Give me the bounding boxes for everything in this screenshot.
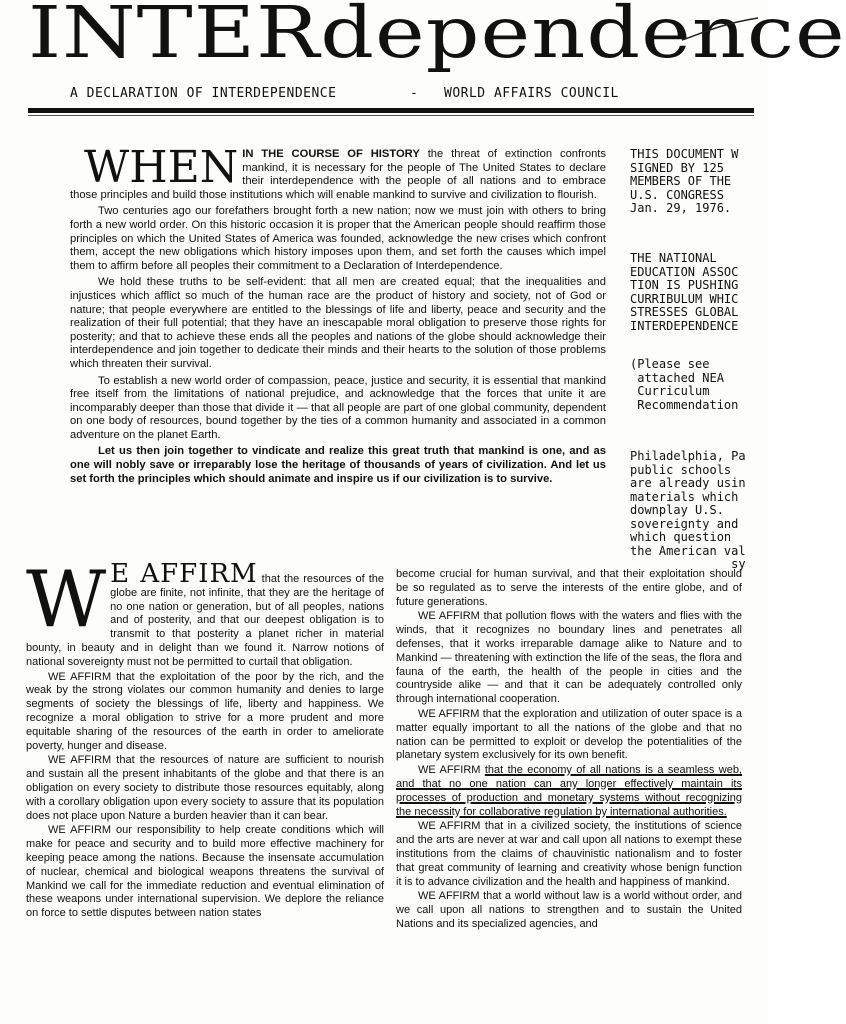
affirm-right-column bbox=[396, 568, 742, 933]
affirm-left-column bbox=[26, 555, 384, 922]
affirm-paragraph: WE AFFIRM that the resources of nature are sufficient to nourish and sustain all the present inhabitants of the globe and that there is an obligation on every society to distribute those resources equitably, along with a corollary obligation upon every society to assure that its population does not place upon Nature a burden heavier than it can bear. bbox=[26, 754, 384, 822]
affirm-heading: E AFFIRM bbox=[110, 559, 258, 589]
sidenote-philadelphia: Philadelphia, Pa public schools are already usin materials which downplay U.S. sovereignty and which question the American val sy bbox=[630, 449, 746, 571]
affirm-paragraph: WE AFFIRM our responsibility to help create conditions which will make for peace and security and to build more effective machinery for keeping peace among the nations. Because the insensate accumulation of nuclear, chemical and biological weapons threatens the survival of Mankind we call for the immediate reduction and eventual elimination of these weapons under international supervision. We deplore the reliance on force to settle disputes between nation states bbox=[26, 824, 384, 920]
intro-lead-text: the threat of extinction confronts mankind, it is necessary for the people of The United States to declare their interdependence with the people of all nations and to embrace those principles and build those institutions which will enable mankind to survive and civilization to flourish. bbox=[70, 148, 606, 201]
affirm-paragraph: WE AFFIRM that in a civilized society, the institutions of science and the arts are never at war and call upon all nations to exempt these institutions from the claims of chauvinistic nationalism and to foster that great community of learning and creativity whose benign function it is to advance civilization and the health and happiness of mankind. bbox=[396, 820, 742, 888]
underlined-passage: that the economy of all nations is a seamless web, and that no one nation can any longer effectively maintain its processes of production and monetary systems without recognizing the necessity for collaborative regulation by international authorities. bbox=[396, 764, 742, 818]
sidenote-signed-by-congress: THIS DOCUMENT W SIGNED BY 125 MEMBERS OF THE U.S. CONGRESS Jan. 29, 1976. bbox=[630, 147, 739, 215]
subtitle-declaration: A DECLARATION OF INTERDEPENDENCE bbox=[70, 86, 337, 101]
affirm-continued: become crucial for human survival, and that their exploitation should be so regulated as to serve the interests of the entire globe, and of future generations. bbox=[396, 568, 742, 608]
affirm-economy-paragraph bbox=[396, 764, 742, 819]
intro-paragraph: Two centuries ago our forefathers brought forth a new nation; now we must join with others to bring forth a new world order. On this historic occasion it is proper that the American people should reaffirm those principles on which the United States of America was founded, acknowledge the new crises which confront them, accept the new obligations which history imposes upon them, and set forth the causes which impel them to affirm before all peoples their commitment to a Declaration of Interdependence. bbox=[70, 205, 606, 272]
affirm-economy-prefix: WE AFFIRM bbox=[418, 764, 485, 777]
affirm-paragraph: WE AFFIRM that the exploration and utilization of outer space is a matter equally important to all the nations of the globe and that no nation can be permitted to exploit or develop the potentialities of the planetary system exclusively for its own benefit. bbox=[396, 707, 742, 762]
masthead-title: INTERdependence bbox=[28, 0, 846, 74]
affirm-paragraph: WE AFFIRM that a world without law is a world without order, and we call upon all nations to strengthen and to sustain the United Nations and its specialized agencies, and bbox=[396, 890, 742, 930]
subtitle-separator: - bbox=[410, 86, 418, 101]
intro-section bbox=[70, 142, 606, 489]
subtitle-council: WORLD AFFAIRS COUNCIL bbox=[444, 86, 619, 101]
header-rule bbox=[28, 108, 754, 113]
dropcap-when: WHEN bbox=[84, 142, 239, 193]
intro-paragraph: We hold these truths to be self-evident: that all men are created equal; that the inequalities and injustices which afflict so much of the human race are the product of history and society, not of God or nature; that people everywhere are entitled to the blessings of life and liberty, peace and security and the realization of their full potential; that they have an inescapable moral obligation to preserve those rights for posterity; and that to achieve these ends all the peoples and nations of the globe should acknowledge their interdependence and join together to dedicate their minds and their hearts to the solution of those problems which threaten their survival. bbox=[70, 276, 606, 370]
affirm-paragraph: WE AFFIRM that the exploitation of the poor by the rich, and the weak by the strong violates our common humanity and denies to large segments of society the blessings of life, liberty and happiness. We recognize a moral obligation to strive for a more prudent and more equitable sharing of the resources of the earth in order to ameliorate poverty, hunger and disease. bbox=[26, 670, 384, 752]
intro-lead-paragraph bbox=[70, 142, 606, 202]
sidenote-nea: THE NATIONAL EDUCATION ASSOC TION IS PUSHING CURRIBULUM WHIC STRESSES GLOBAL INTERDEPENDENCE bbox=[630, 251, 739, 333]
header-rule-thin bbox=[28, 115, 754, 116]
sidenote-see-attached: (Please see attached NEA Curriculum Recommendation bbox=[630, 357, 739, 412]
affirm-text: that the resources of the globe are finite, not infinite, that they are the heritage of no one nation or generation, but of all peoples, nations and of posterity, and that our deepest obligation is to transmit to that posterity a planet richer in material bounty, in beauty and in delight than we found it. Narrow notions of national sovereignty must not be permitted to curtail that obligation. bbox=[26, 573, 384, 668]
intro-lead-caps: IN THE COURSE OF HISTORY bbox=[242, 148, 420, 160]
page-edge bbox=[0, 995, 768, 1024]
swash-ornament bbox=[680, 14, 760, 44]
intro-paragraph: To establish a new world order of compassion, peace, justice and security, it is essential that mankind free itself from the limitations of national prejudice, and acknowledge that the forces that unite it are incomparably deeper than those that divide it — that all people are part of one global community, dependent on one body of resources, bound together by the ties of a common humanity and associated in a common adventure on the planet Earth. bbox=[70, 374, 606, 441]
dropcap-we: W bbox=[26, 555, 107, 645]
intro-closing: Let us then join together to vindicate and realize this great truth that mankind is one, and as one will nobly save or irreparably lose the heritage of thousands of years of civilization. And let us set forth the principles which should animate and inspire us if our civilization is to survive. bbox=[70, 445, 606, 485]
affirm-first-paragraph bbox=[26, 555, 384, 670]
affirm-paragraph: WE AFFIRM that pollution flows with the waters and flies with the winds, that it recognizes no boundary lines and penetrates all defenses, that it works irreparable damage alike to Nature and to Mankind — threatening with extinction the life of the seas, the flora and fauna of the earth, the health of the people in cities and the countryside alike — and that it can be adequately controlled only through international cooperation. bbox=[396, 610, 742, 706]
